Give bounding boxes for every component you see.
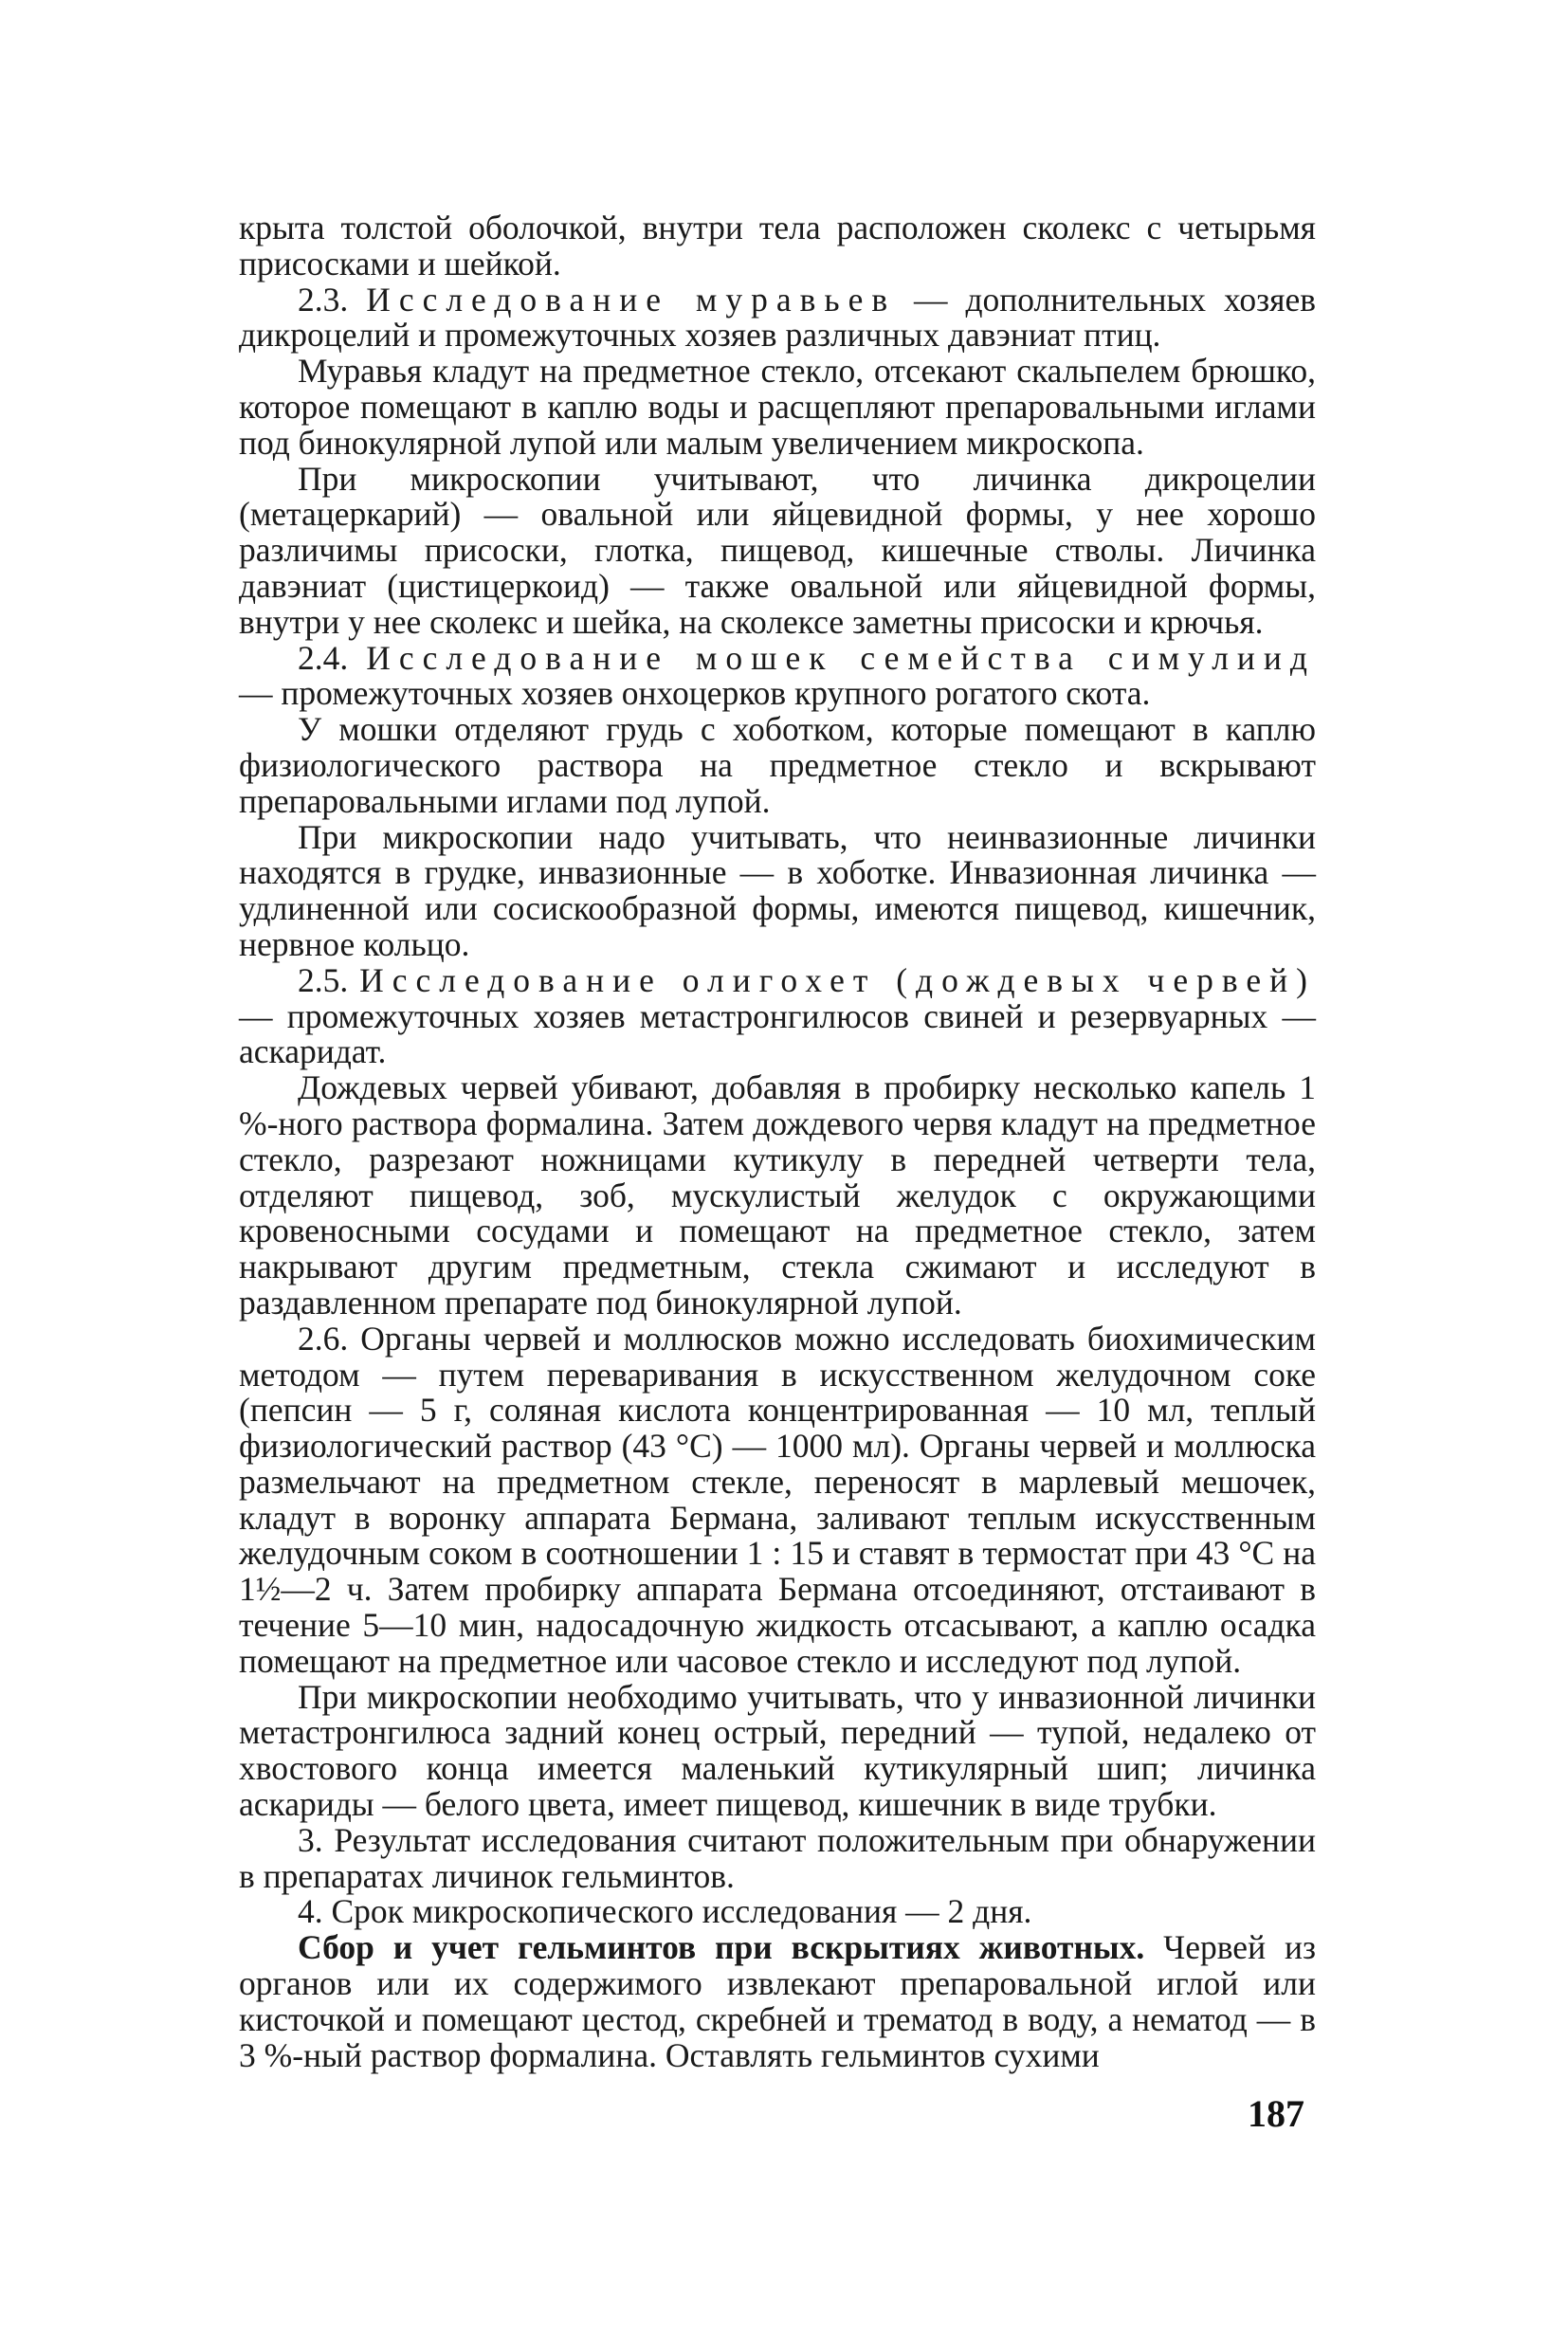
section-heading: Исследование олигохет (дождевых червей) (359, 960, 1316, 999)
paragraph-text: Червей из органов или их содержимого извлекают препаровальной иглой или кисточкой и помещают цестод, скребней и трематод в воду, а нематод — в 3 %-ный раствор формалина. Оставлять гельминтов сухими (239, 1928, 1316, 2074)
bold-heading: Сбор и учет гельминтов при вскрытиях животных. (298, 1928, 1145, 1967)
paragraph-8 (239, 1070, 1316, 1322)
section-number: 2.4. (298, 638, 367, 677)
paragraph-11 (239, 1820, 1316, 1895)
paragraph-4-midges (239, 638, 1316, 713)
paragraph-text: — промежуточных хозяев метастронгилюсов свиней и резервуарных — аскаридат. (239, 996, 1316, 1071)
paragraph-text: крыта толстой оболочкой, внутри тела расположен сколекс с четырьмя присосками и шейкой. (239, 209, 1316, 283)
page-body (239, 210, 1316, 2073)
paragraph-9 (239, 1319, 1316, 1680)
page-number: 187 (1248, 2092, 1304, 2135)
paragraph-text: При микроскопии необходимо учитывать, что у инвазионной личинки метастронгилюса задний конец острый, передний — тупой, недалеко от хвостового конца имеется маленький кутикулярный шип; личинка аскариды — белого цвета, имеет пищевод, кишечник в виде трубки. (239, 1677, 1316, 1824)
paragraph-3 (239, 459, 1316, 641)
section-number: 2.5. (298, 960, 360, 999)
section-heading: Исследование мошек семейства симулиид (366, 638, 1316, 677)
section-heading: Исследование муравьев (366, 280, 897, 319)
paragraph-text: При микроскопии учитывают, что личинка дикроцелии (метацеркарий) — овальной или яйцевидной формы, у нее хорошо различимы присоски, глотка, пищевод, кишечные стволы. Личинка давэниат (цистицеркоид) — также овальной или яйцевидной формы, внутри у нее сколекс и шейка, на сколексе заметны присоски и крючья. (239, 459, 1316, 641)
paragraph-text: 4. Срок микроскопического исследования — 2 дня. (298, 1892, 1032, 1931)
paragraph-10 (239, 1677, 1316, 1824)
paragraph-text: Муравья кладут на предметное стекло, отсекают скальпелем брюшко, которое помещают в каплю воды и расщепляют препаровальными иглами под бинокулярной лупой или малым увеличением микроскопа. (239, 352, 1316, 462)
paragraph-6 (239, 817, 1316, 963)
paragraph-1-ants (239, 280, 1316, 355)
paragraph-text: 2.6. Органы червей и моллюсков можно исследовать биохимическим методом — путем переваривания в искусственном желудочном соке (пепсин — 5 г, соляная кислота концентрированная — 10 мл, теплый физиологический раствор (43 °С) — 1000 мл). Органы червей и моллюска размельчают на предметном стекле, переносят в марлевый мешочек, кладут в воронку аппарата Бермана, заливают теплым искусственным желудочным соком в соотношении 1 : 15 и ставят в термостат при 43 °С на 1½—2 ч. Затем пробирку аппарата Бермана отсоединяют, отстаивают в течение 5—10 мин, надосадочную жидкость отсасывают, а каплю осадка помещают на предметное или часовое стекло и исследуют под лупой. (239, 1319, 1316, 1680)
paragraph-text: 3. Результат исследования считают положительным при обнаружении в препаратах личинок гельминтов. (239, 1820, 1316, 1895)
paragraph-2 (239, 354, 1316, 461)
paragraph-text: При микроскопии надо учитывать, что неинвазионные личинки находятся в грудке, инвазионные — в хоботке. Инвазионная личинка — удлиненной или сосискообразной формы, имеются пищевод, кишечник, нервное кольцо. (239, 817, 1316, 963)
paragraph-text: Дождевых червей убивают, добавляя в пробирку несколько капель 1 %-ного раствора формалина. Затем дождевого червя кладут на предметное стекло, разрезают ножницами кутикулу в передней четверти тела, отделяют пищевод, зоб, мускулистый желудок с окружающими кровеносными сосудами и помещают на предметное стекло, затем накрывают другим предметным, стекла сжимают и исследуют в раздавленном препарате под бинокулярной лупой. (239, 1068, 1316, 1322)
paragraph-7-oligochaetes (239, 960, 1316, 1071)
paragraph-12 (239, 1894, 1316, 1930)
paragraph-0 (239, 210, 1316, 283)
paragraph-5 (239, 712, 1316, 819)
paragraph-text: — дополнительных хозяев дикроцелий и промежуточных хозяев различных давэниат птиц. (239, 280, 1316, 355)
section-number: 2.3. (298, 280, 367, 319)
paragraph-text: — промежуточных хозяев онхоцерков крупного рогатого скота. (239, 674, 1151, 713)
paragraph-text: У мошки отделяют грудь с хоботком, которые помещают в каплю физиологического раствора на предметное стекло и вскрывают препаровальными иглами под лупой. (239, 710, 1316, 820)
paragraph-13 (239, 1930, 1316, 2073)
